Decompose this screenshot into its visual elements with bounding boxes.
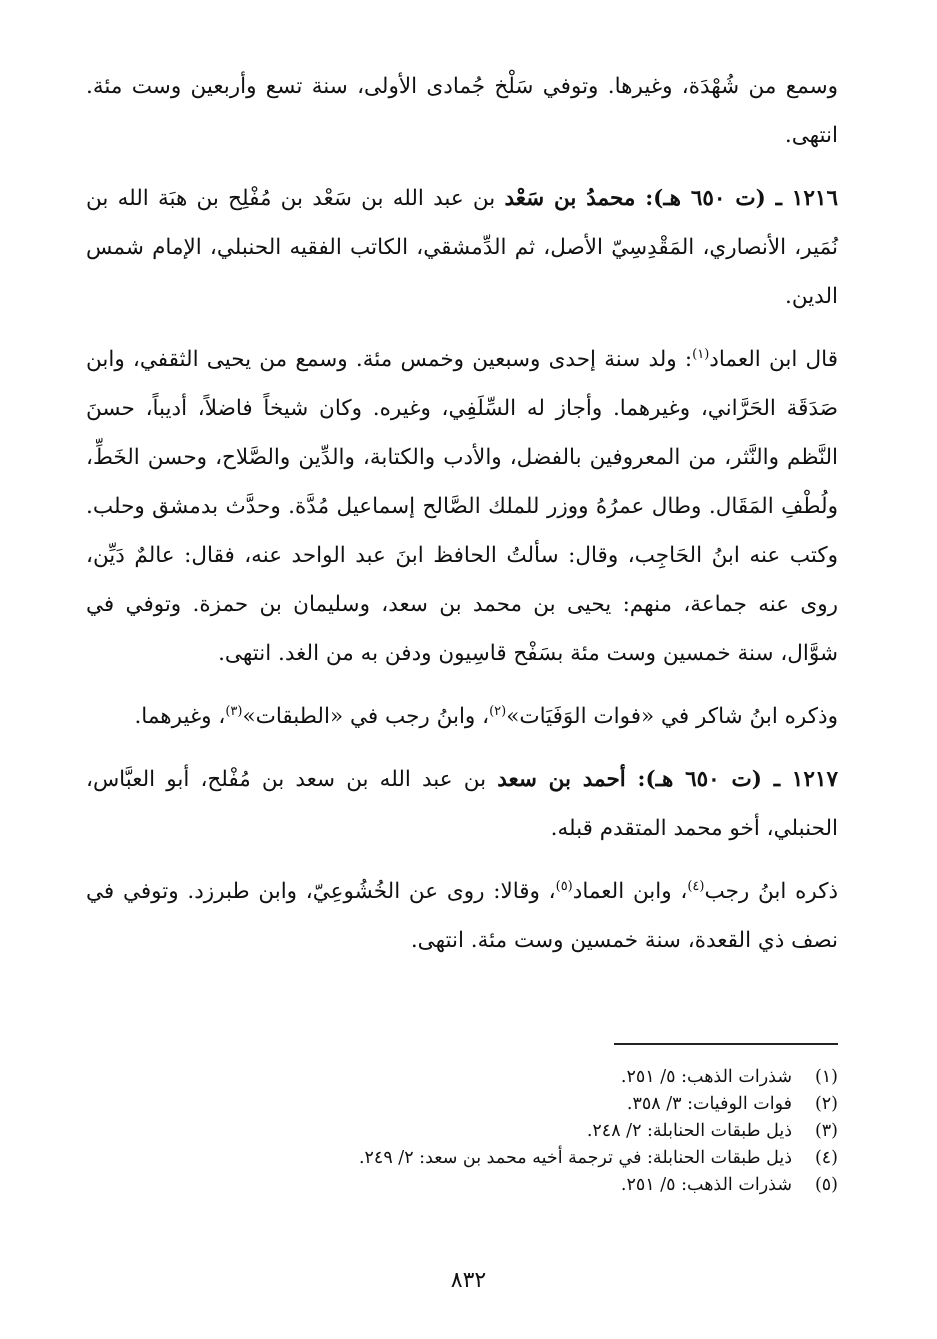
entry-heading: ١٢١٦ ـ (ت ٦٥٠ هـ): محمدُ بن سَعْد <box>504 186 838 211</box>
paragraph-text: وسمع من شُهْدَة، وغيرها. وتوفي سَلْخ جُمادى الأولى، سنة تسع وأربعين وست مئة. انتهى. <box>86 74 838 148</box>
footnote-number: (٣) <box>814 1121 838 1141</box>
entry-text: بن عبد الله بن سعد بن مُفْلح، أبو العبَّاس، الحنبلي، أخو محمد المتقدم قبله. <box>86 767 838 841</box>
footnote-item <box>138 1091 838 1118</box>
footnote-text: ذيل طبقات الحنابلة: في ترجمة أخيه محمد بن سعد: ٢/ ٢٤٩. <box>358 1148 792 1168</box>
entry-heading: ١٢١٧ ـ (ت ٦٥٠ هـ): أحمد بن سعد <box>497 767 838 792</box>
paragraph-text: ، وابنُ رجب في «الطبقات» <box>242 704 490 729</box>
footnote-number: (٢) <box>814 1094 838 1114</box>
page-number: ٨٣٢ <box>450 1268 487 1293</box>
footnote-ref[interactable]: (٣) <box>225 703 243 719</box>
paragraph-continuation <box>86 62 838 160</box>
footnote-ref[interactable]: (٥) <box>555 878 573 894</box>
page-body <box>86 62 838 965</box>
footnote-item <box>138 1172 838 1199</box>
footnote-divider <box>614 1043 838 1045</box>
footnote-ref[interactable]: (٤) <box>687 878 705 894</box>
footnote-ref[interactable]: (١) <box>692 346 710 362</box>
footnote-item <box>138 1064 838 1091</box>
paragraph-text: ذكره ابنُ رجب <box>704 879 839 904</box>
footnote-text: فوات الوفيات: ٣/ ٣٥٨. <box>626 1094 792 1114</box>
entry-text: بن عبد الله بن سَعْد بن مُفْلِح بن هبَة الله بن نُمَير، الأنصاري، المَقْدِسِيّ الأصل، ثم الدِّمشقي، الكاتب الفقيه الحنبلي، الإمام شمس الدين. <box>86 186 838 309</box>
footnote-text: ذيل طبقات الحنابلة: ٢/ ٢٤٨. <box>586 1121 792 1141</box>
footnotes <box>138 1064 838 1199</box>
footnote-number: (٤) <box>814 1148 838 1168</box>
paragraph-ibn-al-imad <box>86 335 838 678</box>
footnote-text: شذرات الذهب: ٥/ ٢٥١. <box>620 1067 792 1087</box>
paragraph-references <box>86 692 838 741</box>
paragraph-text: ، وغيرهما. <box>134 704 226 729</box>
footnote-item <box>138 1118 838 1145</box>
entry-1217 <box>86 755 838 853</box>
paragraph-text: ، وابن العماد <box>572 879 688 904</box>
footnote-item <box>138 1145 838 1172</box>
paragraph-final <box>86 867 838 965</box>
paragraph-text: : ولد سنة إحدى وسبعين وخمس مئة. وسمع من يحيى الثقفي، وابن صَدَقَة الحَرَّاني، وغيرهما. وأجاز له السِّلَفِي، وغيره. وكان شيخاً فاضلاً، أديباً، حسنَ النَّظم والنَّثر، من المعروفين بالفضل، والأدب والكتابة، والدِّين والصَّلاح، وحسن الخَطِّ، ولُطْفِ المَقَال. وطال عمرُهُ ووزر للملك الصَّالح إسماعيل مُدَّة. وحدَّث بدمشق وحلب. وكتب عنه ابنُ الحَاجِب، وقال: سألتُ الحافظ ابنَ عبد الواحد عنه، فقال: عالمٌ دَيِّن، روى عنه جماعة، منهم: يحيى بن محمد بن سعد، وسليمان بن حمزة. وتوفي في شوَّال، سنة خمسين وست مئة بسَفْح قاسِيون ودفن به من الغد. انتهى. <box>86 347 838 666</box>
footnote-number: (٥) <box>814 1175 838 1195</box>
footnote-ref[interactable]: (٢) <box>489 703 507 719</box>
entry-1216 <box>86 174 838 321</box>
footnote-text: شذرات الذهب: ٥/ ٢٥١. <box>620 1175 792 1195</box>
paragraph-text: وذكره ابنُ شاكر في «فوات الوَفَيَات» <box>506 704 838 729</box>
paragraph-text: قال ابن العماد <box>709 347 838 372</box>
paragraph-text: ، وقالا: روى عن الخُشُوعِيّ، وابن طبرزد. وتوفي في نصف ذي القعدة، سنة خمسين وست مئة. انتهى. <box>86 879 838 953</box>
footnote-number: (١) <box>814 1067 838 1087</box>
